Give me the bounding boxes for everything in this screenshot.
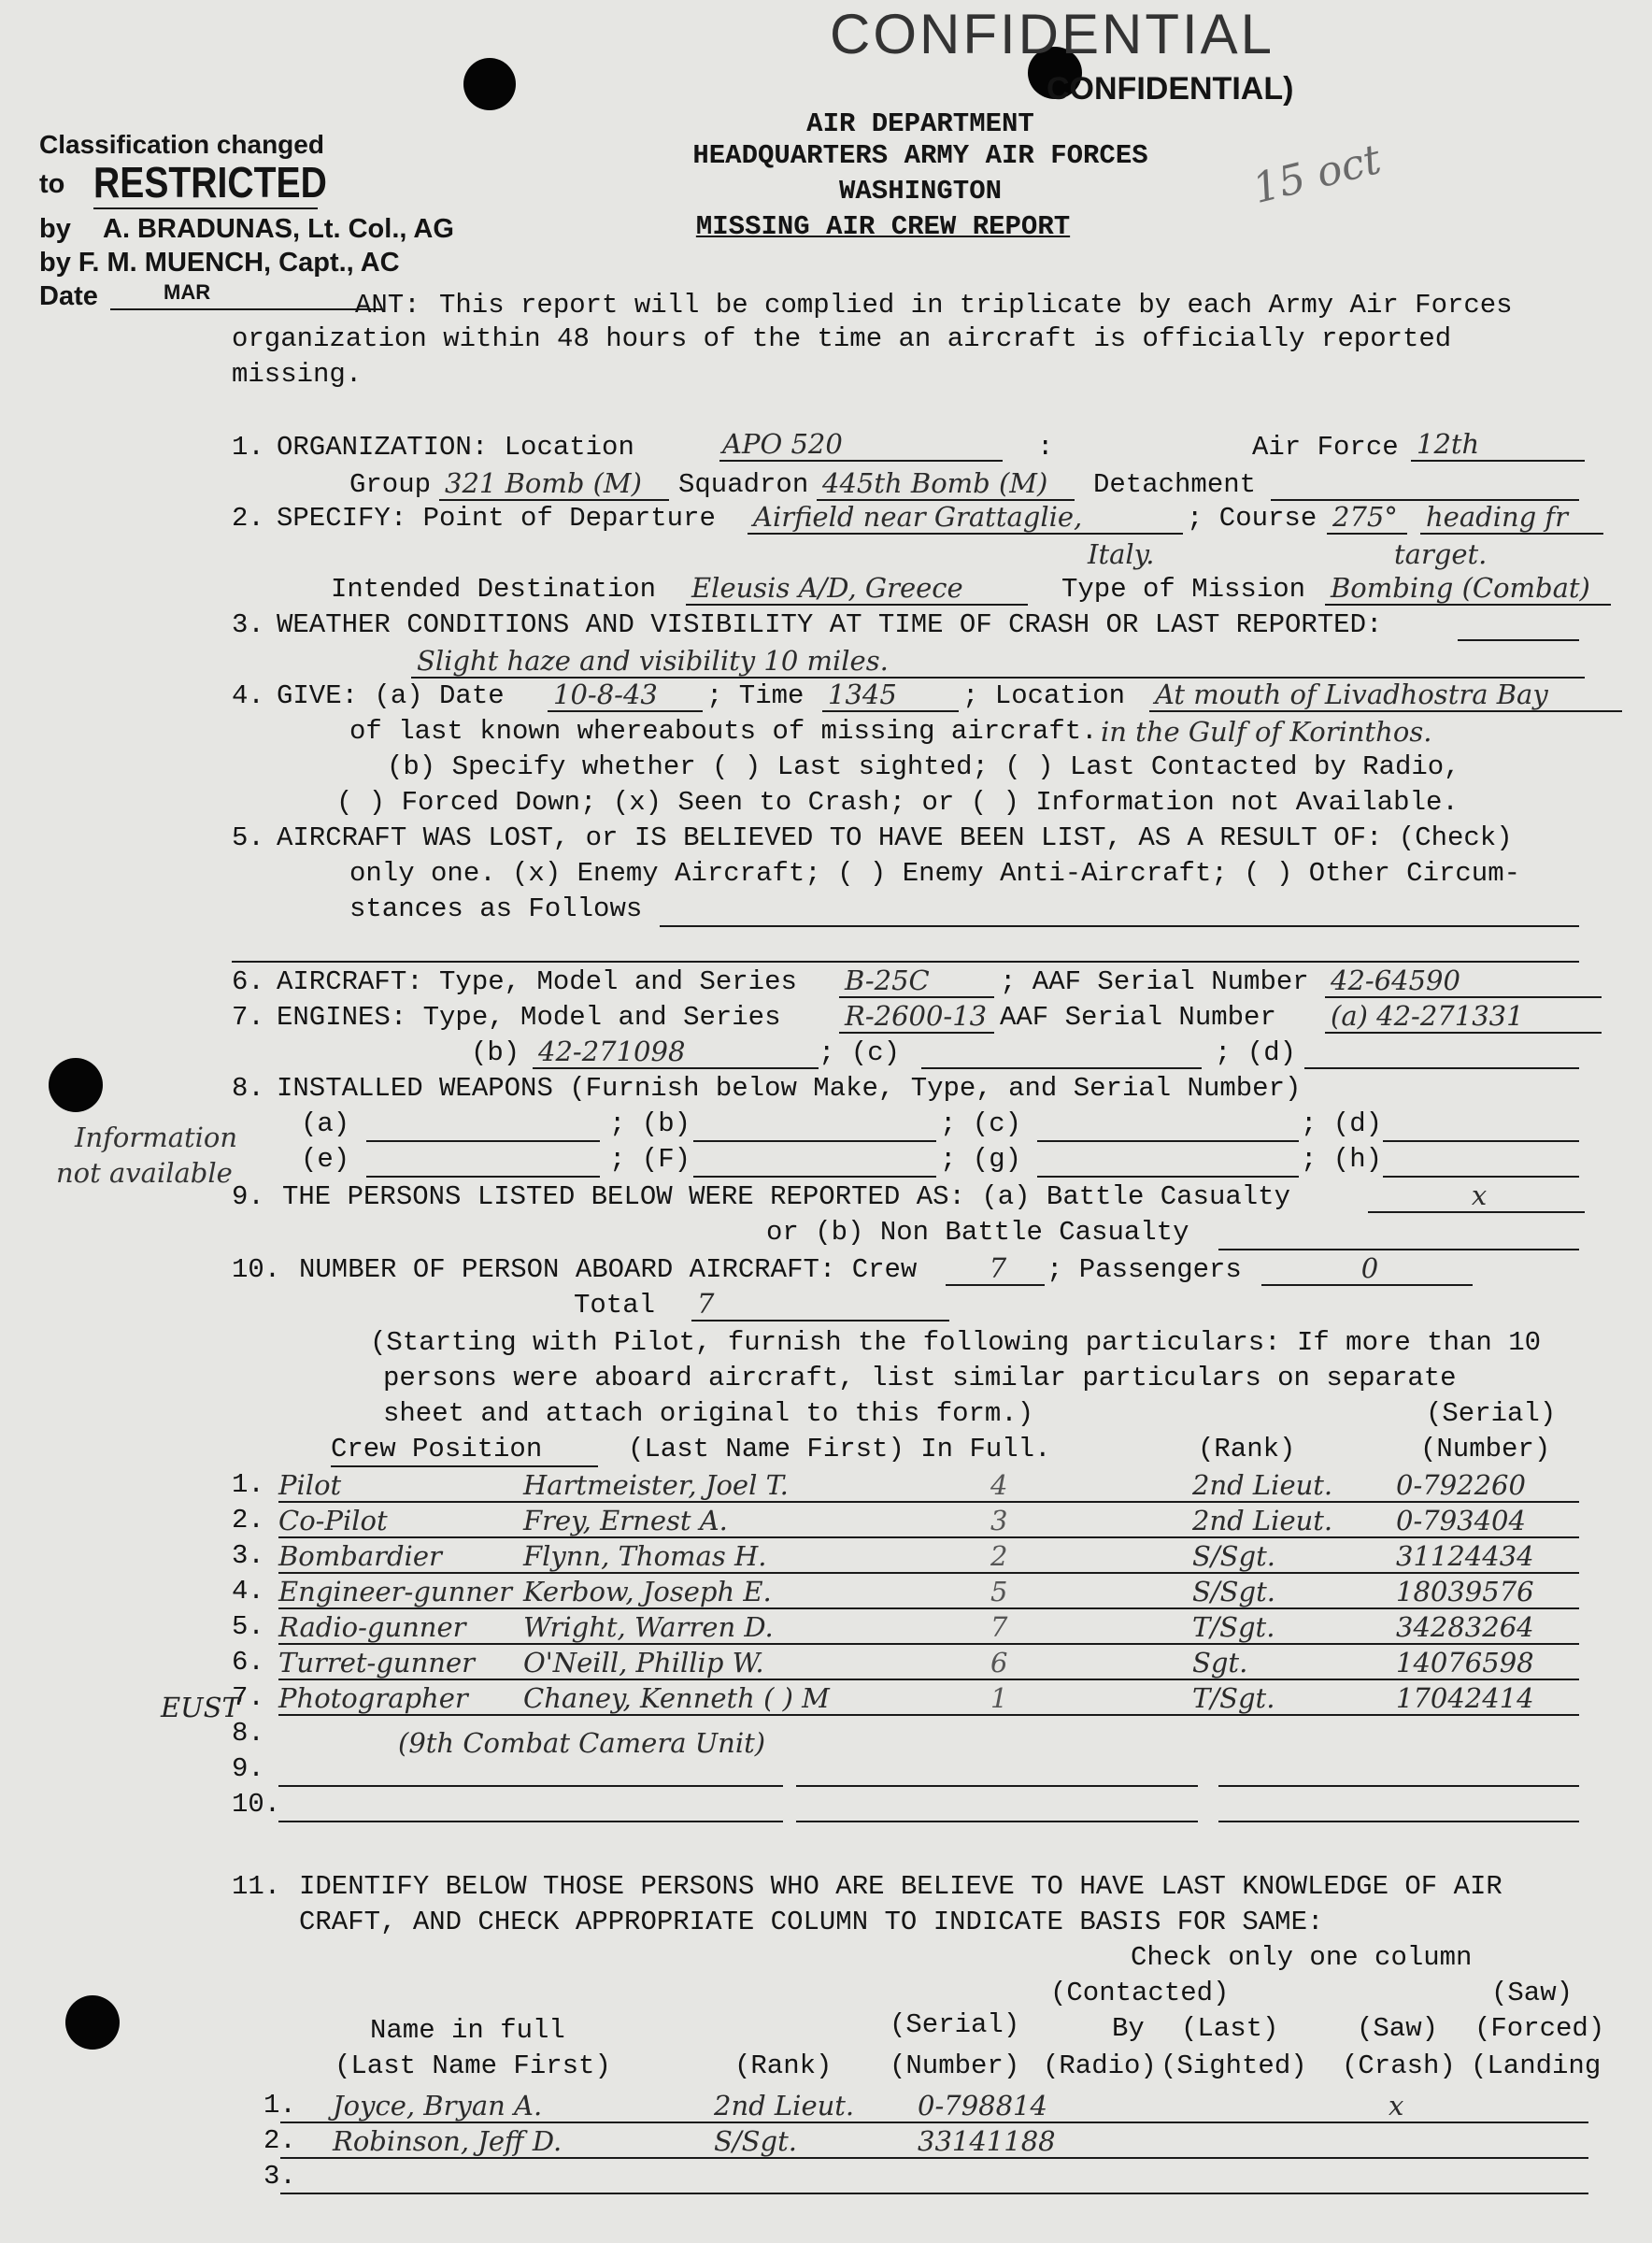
crew-col-name: (Last Name First) In Full. <box>628 1434 1051 1464</box>
classification-officer1: A. BRADUNAS, Lt. Col., AG <box>103 214 454 244</box>
s10-para3: sheet and attach original to this form.) <box>383 1398 1034 1429</box>
s7-label: ENGINES: Type, Model and Series <box>277 1002 781 1033</box>
witness-row-number: 2. <box>263 2125 296 2156</box>
crew-row-mark: 1 <box>990 1682 1008 1714</box>
s2-target: target. <box>1394 538 1488 570</box>
s11-check: Check only one column <box>1131 1942 1473 1973</box>
s10-label: NUMBER OF PERSON ABOARD AIRCRAFT: Crew <box>299 1254 918 1285</box>
s10-para2: persons were aboard aircraft, list similar particulars on separate <box>383 1363 1457 1393</box>
witness-row-number: 1. <box>263 2090 296 2121</box>
crew-row-serial: 34283264 <box>1396 1611 1534 1643</box>
s10-passengers: 0 <box>1261 1252 1473 1286</box>
s10-para1: (Starting with Pilot, furnish the following particulars: If more than 10 <box>370 1327 1542 1358</box>
s4-label: GIVE: (a) Date <box>277 680 505 711</box>
header-city: WASHINGTON <box>838 176 1003 207</box>
crew-unit-note: (9th Combat Camera Unit) <box>398 1727 766 1759</box>
s10-crew: 7 <box>946 1252 1045 1286</box>
crew-row-name: Frey, Ernest A. <box>523 1505 728 1536</box>
s1-squadron-label: Squadron <box>678 469 809 500</box>
s10-total: 7 <box>691 1288 949 1322</box>
s7-serial-a: (a) 42-271331 <box>1325 1000 1602 1034</box>
witness-row-name: Robinson, Jeff D. <box>333 2125 563 2157</box>
s3-label: WEATHER CONDITIONS AND VISIBILITY AT TIME OF CRASH OR LAST REPORTED: <box>277 609 1383 640</box>
crew-row-name: O'Neill, Phillip W. <box>523 1647 764 1679</box>
s4-time: 1345 <box>822 679 959 712</box>
s2-mission-label: Type of Mission <box>1061 574 1306 605</box>
s8-note-line1: Information <box>75 1122 238 1153</box>
witness-row-serial: 33141188 <box>918 2125 1056 2157</box>
s1-af-label: Air Force <box>1252 432 1399 463</box>
crew-row-position: Co-Pilot <box>278 1505 388 1536</box>
crew-row-rank: T/Sgt. <box>1192 1682 1275 1714</box>
eust-note: EUST <box>161 1692 240 1723</box>
crew-row-number: 3. <box>232 1540 264 1571</box>
important-line2: organization within 48 hours of the time an aircraft is officially reported <box>232 323 1452 354</box>
crew-row-number: 9. <box>232 1753 264 1784</box>
s8-label: INSTALLED WEAPONS (Furnish below Make, Type, and Serial Number) <box>277 1073 1302 1104</box>
s1-number: 1. <box>232 432 264 463</box>
confidential-stamp: CONFIDENTIAL <box>830 3 1275 65</box>
s5-line3: stances as Follows <box>349 893 643 924</box>
crew-row-rank: T/Sgt. <box>1192 1611 1275 1643</box>
crew-row-position: Photographer <box>278 1682 468 1714</box>
classification-officer2: by F. M. MUENCH, Capt., AC <box>39 248 400 278</box>
s6-label: AIRCRAFT: Type, Model and Series <box>277 966 797 997</box>
s4-line2b: in the Gulf of Korinthos. <box>1101 716 1432 748</box>
s9-line2: or (b) Non Battle Casualty <box>766 1217 1189 1248</box>
s7-serial-b: 42-271098 <box>533 1036 819 1069</box>
crew-row-serial: 0-792260 <box>1396 1469 1526 1501</box>
crew-row-number: 5. <box>232 1611 264 1642</box>
crew-row-position: Pilot <box>278 1469 342 1501</box>
crew-row-mark: 6 <box>990 1647 1008 1679</box>
s1-detachment-label: Detachment <box>1093 469 1257 500</box>
crew-row-rank: Sgt. <box>1192 1647 1248 1679</box>
confidential-marking: CONFIDENTIAL) <box>1047 71 1294 107</box>
witness-row-rank: 2nd Lieut. <box>714 2090 855 2122</box>
witness-row-rank: S/Sgt. <box>714 2125 797 2157</box>
witness-row-name: Joyce, Bryan A. <box>333 2090 543 2122</box>
crew-col-number: (Number) <box>1420 1434 1551 1464</box>
witness-row-serial: 0-798814 <box>918 2090 1047 2122</box>
header-dept: AIR DEPARTMENT <box>806 108 1034 139</box>
s4-line4: ( ) Forced Down; (x) Seen to Crash; or ( ) Information not Available. <box>336 787 1459 818</box>
crew-row-rank: S/Sgt. <box>1192 1576 1275 1607</box>
s4-date: 10-8-43 <box>548 679 703 712</box>
s4-location: At mouth of Livadhostra Bay <box>1149 679 1622 712</box>
crew-row-name: Flynn, Thomas H. <box>523 1540 767 1572</box>
important-line1: This report will be complied in triplicate by each Army Air Forces <box>439 290 1513 321</box>
header-hq: HEADQUARTERS ARMY AIR FORCES <box>692 140 1148 171</box>
crew-col-position: Crew Position <box>331 1434 543 1464</box>
s4-line2: of last known whereabouts of missing aircraft. <box>349 716 1098 747</box>
witness-row-number: 3. <box>263 2161 296 2192</box>
crew-row-number: 1. <box>232 1469 264 1500</box>
margin-note: 15 oct <box>1247 135 1386 214</box>
crew-row-name: Chaney, Kenneth ( ) M <box>523 1682 830 1714</box>
classification-date-value: MAR <box>164 280 211 304</box>
important-label: ANT: <box>355 290 420 321</box>
crew-row-mark: 2 <box>990 1540 1008 1572</box>
crew-row-name: Wright, Warren D. <box>523 1611 774 1643</box>
s2-label: SPECIFY: Point of Departure <box>277 503 716 534</box>
crew-row-mark: 4 <box>990 1469 1008 1501</box>
crew-row-name: Hartmeister, Joel T. <box>523 1469 789 1501</box>
s2-italy: Italy. <box>1088 538 1155 570</box>
punch-hole <box>463 58 516 110</box>
s8-note-line2: not available <box>56 1157 233 1189</box>
classification-restricted: RESTRICTED <box>93 158 327 207</box>
crew-col-rank: (Rank) <box>1198 1434 1296 1464</box>
report-page: CONFIDENTIAL CONFIDENTIAL) AIR DEPARTMENT HEADQUARTERS ARMY AIR FORCES WASHINGTON MISSING AIR CREW REPORT 15 oct Classification changed to RESTRICTED by A. BRADUNAS, Lt. Col., AG by F. M. MUENCH, Capt., AC Date MAR ANT: This report will be complied in triplicate by each Army Air Forces organization within 48 hours of the time an aircraft is officially reported missing. 1. ORGANIZATION: Location APO 520 : Air Force 12th Group 321 Bomb (M) Squadron 445th Bomb (M) Detachment 2. SPECIFY: Point of Departure Airfield near Grattaglie, ; Course 275° heading fr Italy. target. Intended Destination Eleusis A/D, Greece Type of Mission Bombing (Combat) 3. WEATHER CONDITIONS AND VISIBILITY AT TIME OF CRASH OR LAST REPORTED: Slight haze and visibility 10 miles. 4. GIVE: (a) Date 10-8-43 ; Time 1345 ; Location At mouth of Livadhostra Bay of last known whereabouts of missing aircraft. in the Gulf of Korinthos. (b) Specify whether ( ) Last sighted; ( ) Last Contacted by Radio, ( ) Forced Down; (x) Seen to Crash; or ( ) Information not Available. 5. AIRCRAFT WAS LOST, or IS BELIEVED TO HAVE BEEN LIST, AS A RESULT OF: (Check) only one. (x) Enemy Aircraft; ( ) Enemy Anti-Aircraft; ( ) Other Circum- stances as Follows 6. AIRCRAFT: Type, Model and Series B-25C ; AAF Serial Number 42-64590 7. ENGINES: Type, Model and Series R-2600-13 AAF Serial Number (a) 42-271331 (b) 42-271098 ; (c) ; (d) 8. INSTALLED WEAPONS (Furnish below Make, Type, and Serial Number) Information not available (a) ; (b) ; (c) ; (d) (e) ; (F) ; (g) ; (h) 9. THE PERSONS LISTED BELOW WERE REPORTED AS: (a) Battle Casualty x or (b) Non Battle Casualty 10. NUMBER OF PERSON ABOARD AIRCRAFT: Crew 7 ; Passengers 0 Total 7 (Starting with Pilot, furnish the following particulars: If more than 10 persons were aboard aircraft, list similar particulars on separate sheet and attach original to this form.) (Serial) Crew Position (Last Name First) In Full. (Rank) (Number) 1. Pilot Hartmeister, Joel T. 4 2nd Lieut. 0-792260 2. Co-Pilot Frey, Ernest A. 3 2nd Lieut. 0-793404 3. Bombardier Flynn, Thomas H. 2 S/Sgt. 31124434 4. Engineer-gunner Kerbow, Joseph E. 5 S/Sgt. 18039576 5. Radio-gunner Wright, Warren D. 7 T/Sgt. 34283264 6. Turret-gunner O'Neill, Phillip W. 6 Sgt. 14076598 7. Photographer Chaney, Kenneth ( ) M 1 T/Sgt. 17042414 8. 9. 10. (9th Combat Camera Unit) EUST 11. IDENTIFY BELOW THOSE PERSONS WHO ARE BELIEVE TO HAVE LAST KNOWLEDGE OF AIR CRAFT, AND CHECK APPROPRIATE COLUMN TO INDICATE BASIS FOR SAME: Check only one column (Contacted) (Saw) Name in full (Serial) By (Last) (Saw) (Forced) (Last Name First) (Rank) (Number) (Radio) (Sighted) (Crash) (Landing 1. Joyce, Bryan A. 2nd Lieut. 0-798814 x 2. Robinson, Jeff D. S/Sgt. 33141188 3. <box>0 0 1652 2243</box>
s1-group: 321 Bomb (M) <box>439 467 669 501</box>
crew-row-rank: 2nd Lieut. <box>1192 1505 1333 1536</box>
crew-row-number: 2. <box>232 1505 264 1536</box>
punch-hole <box>65 1995 120 2050</box>
crew-row-serial: 14076598 <box>1396 1647 1534 1679</box>
s5-line1: AIRCRAFT WAS LOST, or IS BELIEVED TO HAVE BEEN LIST, AS A RESULT OF: (Check) <box>277 822 1513 853</box>
classification-date-label: Date <box>39 281 98 311</box>
crew-row-position: Turret-gunner <box>278 1647 475 1679</box>
crew-row-mark: 5 <box>990 1576 1008 1607</box>
s2-destination-label: Intended Destination <box>331 574 657 605</box>
crew-row-number: 10. <box>232 1789 281 1820</box>
s9-battle-mark: x <box>1368 1179 1585 1213</box>
s11-line2: CRAFT, AND CHECK APPROPRIATE COLUMN TO INDICATE BASIS FOR SAME: <box>299 1907 1324 1937</box>
s2-course: 275° <box>1327 501 1407 535</box>
s6-type: B-25C <box>839 964 994 998</box>
s7-type: R-2600-13 <box>839 1000 994 1034</box>
crew-row-serial: 0-793404 <box>1396 1505 1526 1536</box>
s6-serial: 42-64590 <box>1325 964 1602 998</box>
crew-row-number: 7. <box>232 1682 264 1713</box>
crew-row-number: 8. <box>232 1718 264 1749</box>
punch-hole <box>49 1058 103 1112</box>
s5-line2: only one. (x) Enemy Aircraft; ( ) Enemy Anti-Aircraft; ( ) Other Circum- <box>349 858 1521 889</box>
crew-row-position: Bombardier <box>278 1540 442 1572</box>
crew-row-name: Kerbow, Joseph E. <box>523 1576 772 1607</box>
s1-location: APO 520 <box>719 428 1003 462</box>
s4-line3: (b) Specify whether ( ) Last sighted; ( ) Last Contacted by Radio, <box>387 751 1460 782</box>
crew-row-position: Engineer-gunner <box>278 1576 512 1607</box>
classification-to: to <box>39 169 65 199</box>
crew-row-rank: S/Sgt. <box>1192 1540 1275 1572</box>
crew-row-serial: 17042414 <box>1396 1682 1534 1714</box>
witness-row-mark: x <box>1389 2090 1404 2122</box>
crew-row-rank: 2nd Lieut. <box>1192 1469 1333 1501</box>
crew-row-mark: 7 <box>990 1611 1008 1643</box>
important-line3: missing. <box>232 359 363 390</box>
s1-label: ORGANIZATION: Location <box>277 432 634 463</box>
classification-line1: Classification changed <box>39 130 324 159</box>
crew-row-mark: 3 <box>990 1505 1008 1536</box>
s2-mission: Bombing (Combat) <box>1325 572 1611 606</box>
crew-row-position: Radio-gunner <box>278 1611 466 1643</box>
s1-squadron: 445th Bomb (M) <box>817 467 1075 501</box>
s2-departure: Airfield near Grattaglie, <box>748 501 1183 535</box>
s11-line1: IDENTIFY BELOW THOSE PERSONS WHO ARE BELIEVE TO HAVE LAST KNOWLEDGE OF AIR <box>299 1871 1502 1902</box>
s2-heading: heading fr <box>1420 501 1603 535</box>
crew-row-number: 4. <box>232 1576 264 1607</box>
s9-label: THE PERSONS LISTED BELOW WERE REPORTED AS: (a) Battle Casualty <box>282 1181 1290 1212</box>
s3-value: Slight haze and visibility 10 miles. <box>411 645 1585 679</box>
classification-by-label: by <box>39 214 71 244</box>
crew-row-serial: 31124434 <box>1396 1540 1534 1572</box>
s1-af: 12th <box>1411 428 1585 462</box>
page-title: MISSING AIR CREW REPORT <box>695 211 1071 242</box>
s1-group-label: Group <box>349 469 432 500</box>
s2-destination: Eleusis A/D, Greece <box>686 572 1028 606</box>
crew-row-number: 6. <box>232 1647 264 1678</box>
crew-row-serial: 18039576 <box>1396 1576 1534 1607</box>
